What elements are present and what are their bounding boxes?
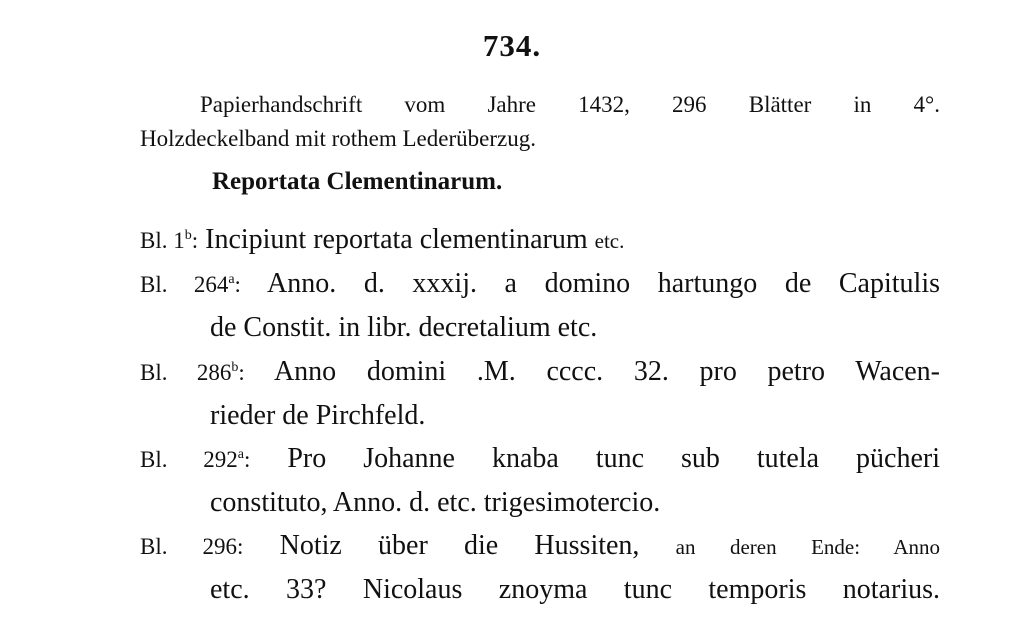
folio-reference: Bl. 286$^b$: xyxy=(140,360,245,385)
entry-continuation: constituto, Anno. d. etc. trigesimotercio. xyxy=(210,487,661,518)
entry-continuation: rieder de Pirchfeld. xyxy=(210,400,426,431)
entry-tail: etc. xyxy=(594,229,625,253)
folio-reference: Bl. 292$^a$: xyxy=(140,447,251,472)
entry-line xyxy=(140,437,940,481)
entry-text: Incipiunt reportata clementinarum xyxy=(205,224,588,255)
folio-entry-5 xyxy=(140,524,940,612)
entry-line xyxy=(140,350,940,394)
manuscript-description xyxy=(140,88,940,156)
folio-entry-3 xyxy=(140,350,940,438)
folio-reference: Bl. 1$^b$: xyxy=(140,228,199,253)
folio-reference: Bl. 264$^a$: xyxy=(140,272,241,297)
entry-line xyxy=(140,524,940,568)
folio-reference: Bl. 296: xyxy=(140,534,244,559)
folio-entry-4 xyxy=(140,437,940,525)
entry-line xyxy=(140,262,940,306)
manuscript-title: Reportata Clementinarum. xyxy=(212,168,503,195)
entry-tail: an deren Ende: Anno xyxy=(675,535,941,559)
entry-text: Pro Johanne knaba tunc sub tutela pücheri xyxy=(287,443,941,474)
folio-entry-1 xyxy=(140,218,940,262)
folio-entry-2 xyxy=(140,262,940,350)
page-number: 734. xyxy=(482,28,542,63)
description-line-2: Holzdeckelband mit rothem Lederüberzug. xyxy=(140,126,536,151)
entry-text: Notiz über die Hussiten, xyxy=(279,530,640,561)
entry-line xyxy=(140,218,940,262)
entry-continuation: etc. 33? Nicolaus znoyma tunc temporis notarius. xyxy=(210,574,940,605)
entry-text: Anno domini .M. cccc. 32. pro petro Wacen- xyxy=(273,356,941,387)
entry-continuation: de Constit. in libr. decretalium etc. xyxy=(210,312,598,343)
entry-text: Anno. d. xxxij. a domino hartungo de Capitulis xyxy=(267,268,940,299)
description-line-1: Papierhandschrift vom Jahre 1432, 296 Blätter in 4°. xyxy=(200,92,940,117)
